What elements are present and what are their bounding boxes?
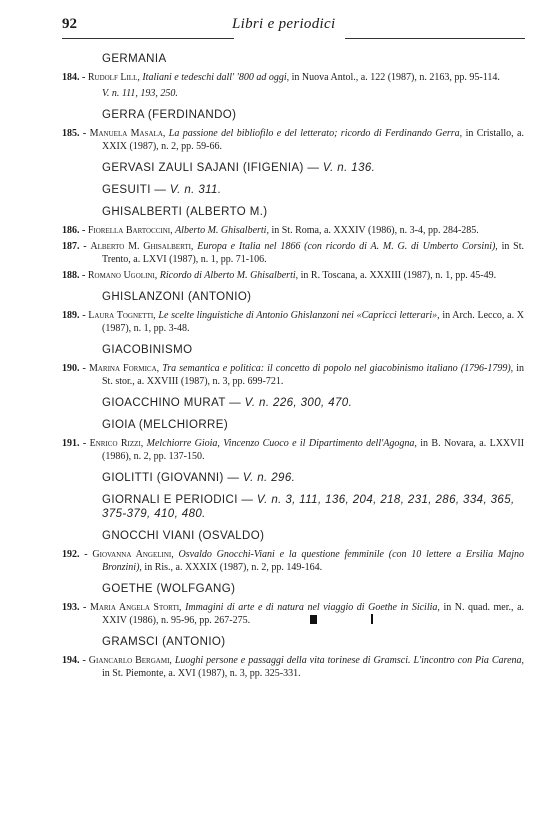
entry-author: Enrico Rizzi,: [89, 438, 144, 449]
entry-number: 191. -: [62, 438, 87, 449]
entry-author: Maria Angela Storti,: [89, 602, 182, 613]
section-heading-text: GERVASI ZAULI SAJANI (IFIGENIA) —: [102, 162, 320, 174]
bibliography-entry: [62, 362, 524, 388]
entry-citation: in Cristallo, a. XXIX (1987), n. 2, pp. 59-66.: [102, 128, 524, 152]
page-number: 92: [62, 16, 77, 32]
section-heading: GHISALBERTI (ALBERTO M.): [102, 206, 268, 218]
entry-title: Le scelte linguistiche di Antonio Ghislanzoni nei «Capricci letterari»,: [158, 310, 440, 321]
entry-citation: in St. Roma, a. XXXIV (1986), n. 3-4, pp. 284-285.: [271, 225, 479, 236]
page-header: [62, 16, 524, 38]
entry-number: 184. -: [62, 72, 86, 83]
section-heading-text: GIORNALI E PERIODICI —: [102, 494, 254, 506]
entry-number: 186. -: [62, 225, 86, 236]
cross-reference: V. n. 296.: [242, 472, 296, 484]
cross-reference: V. n. 136.: [322, 162, 376, 174]
bibliography-entry: [62, 71, 524, 84]
entry-number: 194. -: [62, 655, 86, 666]
section-heading: GERRA (FERDINANDO): [102, 109, 237, 121]
bibliography-entry: [62, 548, 524, 574]
entry-number: 193. -: [62, 602, 87, 613]
entry-title: La passione del bibliofilo e del letterato; ricordo di Ferdinando Gerra,: [168, 128, 463, 139]
entry-author: Laura Tognetti,: [88, 310, 156, 321]
bibliography-entry: [62, 240, 524, 266]
entry-citation: in Nuova Antol., a. 122 (1987), n. 2163, pp. 95-114.: [291, 72, 500, 83]
bibliography-entry: [62, 224, 524, 237]
running-title: Libri e periodici: [232, 16, 336, 32]
section-heading-text: GIOLITTI (GIOVANNI) —: [102, 472, 240, 484]
bibliography-entry: [62, 269, 524, 282]
section-heading-with-reference: [62, 471, 524, 485]
entry-author: Alberto M. Ghisalberti,: [90, 241, 194, 252]
entry-title: Tra semantica e politica: il concetto di popolo nel giacobinismo italiano (1796-1799),: [162, 363, 514, 374]
cross-reference: V. n. 311.: [169, 184, 222, 196]
cross-reference: V. n. 3, 111, 136, 204, 218, 231, 286, 334, 365, 375-379, 410, 480.: [102, 494, 515, 520]
entry-title: Alberto M. Ghisalberti,: [175, 225, 269, 236]
bibliography-entry: [62, 654, 524, 680]
section-heading: GIACOBINISMO: [102, 344, 193, 356]
bibliography-entry: [62, 437, 524, 463]
bibliography-entry: [62, 601, 524, 627]
entry-citation: in St. Trento, a. LXVI (1987), n. 1, pp. 71-106.: [102, 241, 525, 265]
section-heading-text: GIOACCHINO MURAT —: [102, 397, 242, 409]
entry-citation: in St. stor., a. XXVIII (1987), n. 3, pp. 699-721.: [102, 363, 525, 387]
entry-number: 188. -: [62, 270, 86, 281]
entry-author: Marina Formica,: [88, 363, 160, 374]
header-rule-left: [62, 38, 234, 39]
print-mark-bar: [371, 614, 373, 624]
entry-number: 192. -: [62, 549, 88, 560]
entry-title: Italiani e tedeschi dall' '800 ad oggi,: [142, 72, 290, 83]
entry-author: Fiorella Bartoccini,: [87, 225, 173, 236]
section-heading: GIOIA (MELCHIORRE): [102, 419, 229, 431]
entry-citation: in R. Toscana, a. XXXIII (1987), n. 1, pp. 45-49.: [300, 270, 497, 281]
entry-author: Giancarlo Bergami,: [88, 655, 172, 666]
entry-citation: in B. Novara, a. LXXVII (1986), n. 2, pp. 137-150.: [102, 438, 525, 462]
print-mark-square: [310, 615, 317, 624]
bibliography-entry: [62, 309, 524, 335]
entry-citation: in N. quad. mer., a. XXIV (1986), n. 95-96, pp. 267-275.: [102, 602, 525, 626]
section-heading-with-reference: [62, 161, 524, 175]
entry-author: Romano Ugolini,: [87, 270, 158, 281]
section-heading: GOETHE (WOLFGANG): [102, 583, 236, 595]
entry-author: Giovanna Angelini,: [92, 549, 174, 560]
section-heading-with-reference: [62, 183, 524, 197]
cross-reference-line: V. n. 111, 193, 250.: [102, 88, 178, 99]
cross-reference: V. n. 226, 300, 470.: [244, 397, 353, 409]
entry-author: Rudolf Lill,: [87, 72, 140, 83]
entry-citation: in St. Piemonte, a. XVI (1987), n. 3, pp. 325-331.: [102, 668, 301, 679]
entry-title: Ricordo di Alberto M. Ghisalberti,: [159, 270, 299, 281]
entry-citation: in Arch. Lecco, a. X (1987), n. 1, pp. 3-48.: [102, 310, 524, 334]
entry-title: Luoghi persone e passaggi della vita torinese di Gramsci. L'incontro con Pia Carena,: [174, 655, 525, 666]
entry-title: Immagini di arte e di natura nel viaggio di Goethe in Sicilia,: [185, 602, 440, 613]
section-heading-text: GESUITI —: [102, 184, 167, 196]
entry-title: Osvaldo Gnocchi-Viani e la questione femminile (con 10 lettere a Ersilia Majno Bronzini),: [102, 549, 524, 573]
entry-author: Manuela Masala,: [89, 128, 166, 139]
section-heading: GRAMSCI (ANTONIO): [102, 636, 226, 648]
entry-citation: in Ris., a. XXXIX (1987), n. 2, pp. 149-164.: [144, 562, 323, 573]
entry-title: Melchiorre Gioia, Vincenzo Cuoco e il Dipartimento dell'Agogna,: [146, 438, 417, 449]
entry-number: 185. -: [62, 128, 87, 139]
section-heading: GERMANIA: [102, 53, 167, 65]
section-heading-with-reference: [62, 396, 524, 410]
bibliography-entry: [62, 127, 524, 153]
entry-number: 190. -: [62, 363, 86, 374]
entry-number: 187. -: [62, 241, 87, 252]
bibliography-list: [62, 52, 524, 683]
section-heading: GHISLANZONI (ANTONIO): [102, 291, 252, 303]
header-rule-right: [345, 38, 525, 39]
section-heading: GNOCCHI VIANI (OSVALDO): [102, 530, 265, 542]
section-heading-with-reference: [62, 493, 524, 521]
entry-title: Europa e Italia nel 1866 (con ricordo di A. M. G. di Umberto Corsini),: [197, 241, 498, 252]
entry-number: 189. -: [62, 310, 86, 321]
